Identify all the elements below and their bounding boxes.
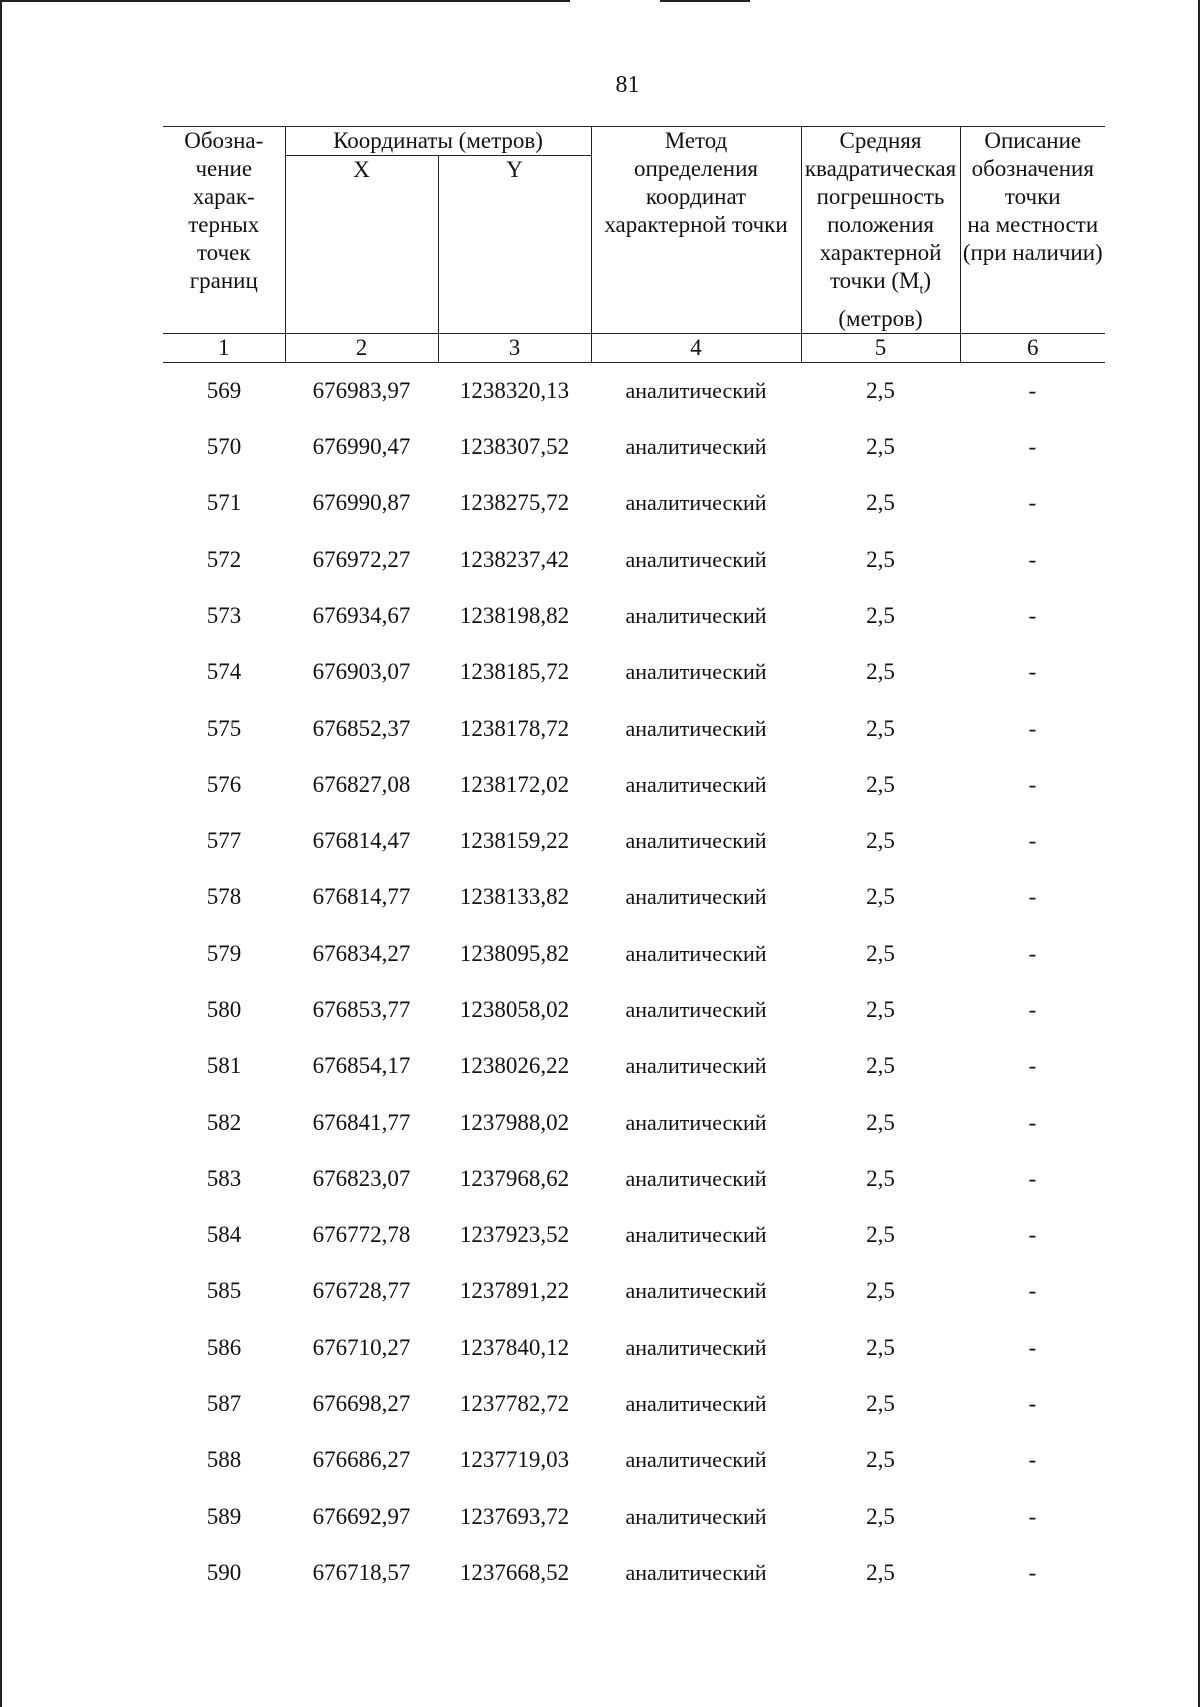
column-number: 6	[960, 333, 1105, 362]
method-cell: аналитический	[625, 715, 767, 741]
description-cell: -	[1028, 1559, 1037, 1585]
method-cell: аналитический	[625, 771, 767, 797]
point-id-cell: 581	[206, 1053, 242, 1079]
method-cell: аналитический	[625, 1334, 767, 1360]
x-coordinate-cell: 676990,47	[312, 434, 411, 460]
description-cell: -	[1028, 546, 1037, 572]
error-cell: 2,5	[866, 1559, 895, 1585]
x-coordinate-cell: 676853,77	[312, 997, 411, 1022]
header-designation: Обозна- чение харак- терных точек границ	[163, 127, 285, 334]
point-id-cell: 574	[206, 659, 242, 685]
method-cell: аналитический	[625, 546, 767, 572]
method-cell: аналитический	[625, 659, 767, 685]
y-coordinate-cell: 1238185,72	[459, 659, 570, 685]
method-cell: аналитический	[625, 602, 767, 628]
description-cell: -	[1028, 1447, 1037, 1473]
point-id-cell: 588	[206, 1447, 242, 1473]
error-cell: 2,5	[866, 1447, 895, 1473]
column-number: 1	[163, 333, 285, 362]
table-row	[163, 1320, 1105, 1376]
x-coordinate-cell: 676686,27	[312, 1447, 411, 1473]
x-coordinate-cell: 676834,27	[312, 940, 411, 966]
table-row	[163, 700, 1105, 756]
x-coordinate-cell: 676934,67	[312, 602, 411, 628]
x-coordinate-cell: 676698,27	[312, 1391, 411, 1417]
y-coordinate-cell: 1237693,72	[459, 1503, 570, 1529]
description-cell: -	[1028, 490, 1037, 516]
method-cell: аналитический	[625, 1391, 767, 1417]
table-row	[163, 926, 1105, 982]
description-cell: -	[1028, 940, 1037, 966]
table-row	[163, 1489, 1105, 1545]
x-coordinate-cell: 676692,97	[312, 1503, 411, 1529]
y-coordinate-cell: 1238178,72	[459, 715, 570, 741]
y-coordinate-cell: 1238133,82	[459, 884, 570, 910]
point-id-cell: 579	[206, 940, 242, 966]
method-cell: аналитический	[625, 940, 767, 966]
method-cell: аналитический	[625, 997, 767, 1022]
column-number: 2	[285, 333, 438, 362]
description-cell: -	[1028, 1334, 1037, 1360]
y-coordinate-cell: 1237719,03	[459, 1447, 570, 1473]
error-cell: 2,5	[866, 1222, 895, 1248]
description-cell: -	[1028, 659, 1037, 685]
y-coordinate-cell: 1238172,02	[459, 771, 570, 797]
point-id-cell: 570	[206, 434, 242, 460]
method-cell: аналитический	[625, 884, 767, 910]
header-coordinates: Координаты (метров)	[285, 127, 591, 156]
y-coordinate-cell: 1238320,13	[459, 377, 570, 403]
description-cell: -	[1028, 771, 1037, 797]
header-error-subscript: t	[919, 282, 924, 298]
x-coordinate-cell: 676718,57	[312, 1559, 411, 1585]
method-cell: аналитический	[625, 1222, 767, 1248]
y-coordinate-cell: 1238058,02	[459, 997, 570, 1022]
x-coordinate-cell: 676827,08	[312, 771, 411, 797]
header-method: Метод определения координат характерной точки	[591, 127, 801, 334]
error-cell: 2,5	[866, 1053, 895, 1079]
description-cell: -	[1028, 1109, 1037, 1135]
description-cell: -	[1028, 1165, 1037, 1191]
page-number: 81	[615, 72, 640, 98]
method-cell: аналитический	[625, 1278, 767, 1304]
description-cell: -	[1028, 1391, 1037, 1417]
table-row	[163, 1263, 1105, 1319]
error-cell: 2,5	[866, 377, 895, 403]
table-row	[163, 644, 1105, 700]
error-cell: 2,5	[866, 490, 895, 516]
error-cell: 2,5	[866, 602, 895, 628]
method-cell: аналитический	[625, 1165, 767, 1191]
table-row	[163, 1545, 1105, 1601]
error-cell: 2,5	[866, 715, 895, 741]
y-coordinate-cell: 1237988,02	[459, 1109, 570, 1135]
description-cell: -	[1028, 1053, 1037, 1079]
error-cell: 2,5	[866, 828, 895, 854]
column-number: 5	[801, 333, 960, 362]
description-cell: -	[1028, 377, 1037, 403]
x-coordinate-cell: 676852,37	[312, 715, 411, 741]
header-error-close: )	[923, 268, 932, 293]
point-id-cell: 569	[206, 377, 242, 403]
table-row	[163, 813, 1105, 869]
table-row	[163, 1207, 1105, 1263]
point-id-cell: 578	[206, 884, 242, 910]
x-coordinate-cell: 676823,07	[312, 1165, 411, 1191]
table-header	[163, 127, 1105, 363]
scan-edge-left	[0, 0, 2, 1707]
description-cell: -	[1028, 715, 1037, 741]
error-cell: 2,5	[866, 1391, 895, 1417]
method-cell: аналитический	[625, 1447, 767, 1473]
method-cell: аналитический	[625, 1503, 767, 1529]
x-coordinate-cell: 676814,77	[312, 884, 411, 910]
header-error-units: (метров)	[838, 305, 923, 331]
point-id-cell: 576	[206, 771, 242, 797]
header-description: Описание обозначения точки на местности (при наличии)	[960, 127, 1105, 334]
error-cell: 2,5	[866, 434, 895, 460]
x-coordinate-cell: 676990,87	[312, 490, 411, 516]
table-row	[163, 1151, 1105, 1207]
scan-edge-top-right	[660, 0, 750, 2]
description-cell: -	[1028, 1222, 1037, 1248]
description-cell: -	[1028, 884, 1037, 910]
table-row	[163, 1432, 1105, 1488]
column-number-row	[163, 333, 1105, 362]
point-id-cell: 585	[206, 1278, 242, 1304]
table-row	[163, 531, 1105, 587]
method-cell: аналитический	[625, 1053, 767, 1079]
point-id-cell: 573	[206, 602, 242, 628]
header-y: Y	[438, 156, 591, 334]
table-row	[163, 419, 1105, 475]
characteristic-points-table	[163, 126, 1105, 1601]
point-id-cell: 572	[206, 546, 242, 572]
method-cell: аналитический	[625, 490, 767, 516]
description-cell: -	[1028, 434, 1037, 460]
error-cell: 2,5	[866, 1334, 895, 1360]
table-row	[163, 362, 1105, 419]
table-row	[163, 1376, 1105, 1432]
x-coordinate-cell: 676710,27	[312, 1334, 411, 1360]
table-row	[163, 1038, 1105, 1094]
error-cell: 2,5	[866, 771, 895, 797]
point-id-cell: 587	[206, 1391, 242, 1417]
y-coordinate-cell: 1238307,52	[459, 434, 570, 460]
header-x: X	[285, 156, 438, 334]
method-cell: аналитический	[625, 377, 767, 403]
header-error	[801, 127, 960, 334]
point-id-cell: 590	[206, 1559, 242, 1585]
x-coordinate-cell: 676728,77	[312, 1278, 411, 1304]
point-id-cell: 584	[206, 1222, 242, 1248]
x-coordinate-cell: 676772,78	[312, 1222, 411, 1248]
method-cell: аналитический	[625, 1109, 767, 1135]
y-coordinate-cell: 1238198,82	[459, 602, 570, 628]
description-cell: -	[1028, 1503, 1037, 1529]
x-coordinate-cell: 676903,07	[312, 659, 411, 685]
table-row	[163, 475, 1105, 531]
error-cell: 2,5	[866, 1503, 895, 1529]
point-id-cell: 583	[206, 1165, 242, 1191]
error-cell: 2,5	[866, 884, 895, 910]
x-coordinate-cell: 676841,77	[312, 1109, 411, 1135]
table-row	[163, 757, 1105, 813]
description-cell: -	[1028, 997, 1037, 1022]
y-coordinate-cell: 1237923,52	[459, 1222, 570, 1248]
description-cell: -	[1028, 828, 1037, 854]
error-cell: 2,5	[866, 1278, 895, 1304]
error-cell: 2,5	[866, 997, 895, 1022]
y-coordinate-cell: 1237891,22	[459, 1278, 570, 1304]
point-id-cell: 571	[206, 490, 242, 516]
method-cell: аналитический	[625, 434, 767, 460]
error-cell: 2,5	[866, 546, 895, 572]
description-cell: -	[1028, 602, 1037, 628]
point-id-cell: 575	[206, 715, 242, 741]
method-cell: аналитический	[625, 828, 767, 854]
table-body	[163, 362, 1105, 1601]
y-coordinate-cell: 1238026,22	[459, 1053, 570, 1079]
y-coordinate-cell: 1237840,12	[459, 1334, 570, 1360]
table-row	[163, 982, 1105, 1038]
y-coordinate-cell: 1238095,82	[459, 940, 570, 966]
point-id-cell: 580	[206, 997, 242, 1022]
y-coordinate-cell: 1238237,42	[459, 546, 570, 572]
y-coordinate-cell: 1237668,52	[459, 1559, 570, 1585]
description-cell: -	[1028, 1278, 1037, 1304]
error-cell: 2,5	[866, 1165, 895, 1191]
table-row	[163, 588, 1105, 644]
y-coordinate-cell: 1238275,72	[459, 490, 570, 516]
y-coordinate-cell: 1238159,22	[459, 828, 570, 854]
column-number: 4	[591, 333, 801, 362]
header-error-text: Средняя квадратическая погрешность положения характерной точки (M	[804, 128, 957, 293]
point-id-cell: 589	[206, 1503, 242, 1529]
column-number: 3	[438, 333, 591, 362]
error-cell: 2,5	[866, 1109, 895, 1135]
x-coordinate-cell: 676972,27	[312, 546, 411, 572]
error-cell: 2,5	[866, 659, 895, 685]
point-id-cell: 586	[206, 1334, 242, 1360]
method-cell: аналитический	[625, 1559, 767, 1585]
x-coordinate-cell: 676814,47	[312, 828, 411, 854]
table-row	[163, 869, 1105, 925]
y-coordinate-cell: 1237782,72	[459, 1391, 570, 1417]
error-cell: 2,5	[866, 940, 895, 966]
point-id-cell: 577	[206, 828, 242, 854]
point-id-cell: 582	[206, 1109, 242, 1135]
x-coordinate-cell: 676854,17	[312, 1053, 411, 1079]
x-coordinate-cell: 676983,97	[312, 377, 411, 403]
scan-edge-top-left	[0, 0, 570, 2]
table-row	[163, 1094, 1105, 1150]
y-coordinate-cell: 1237968,62	[459, 1165, 570, 1191]
